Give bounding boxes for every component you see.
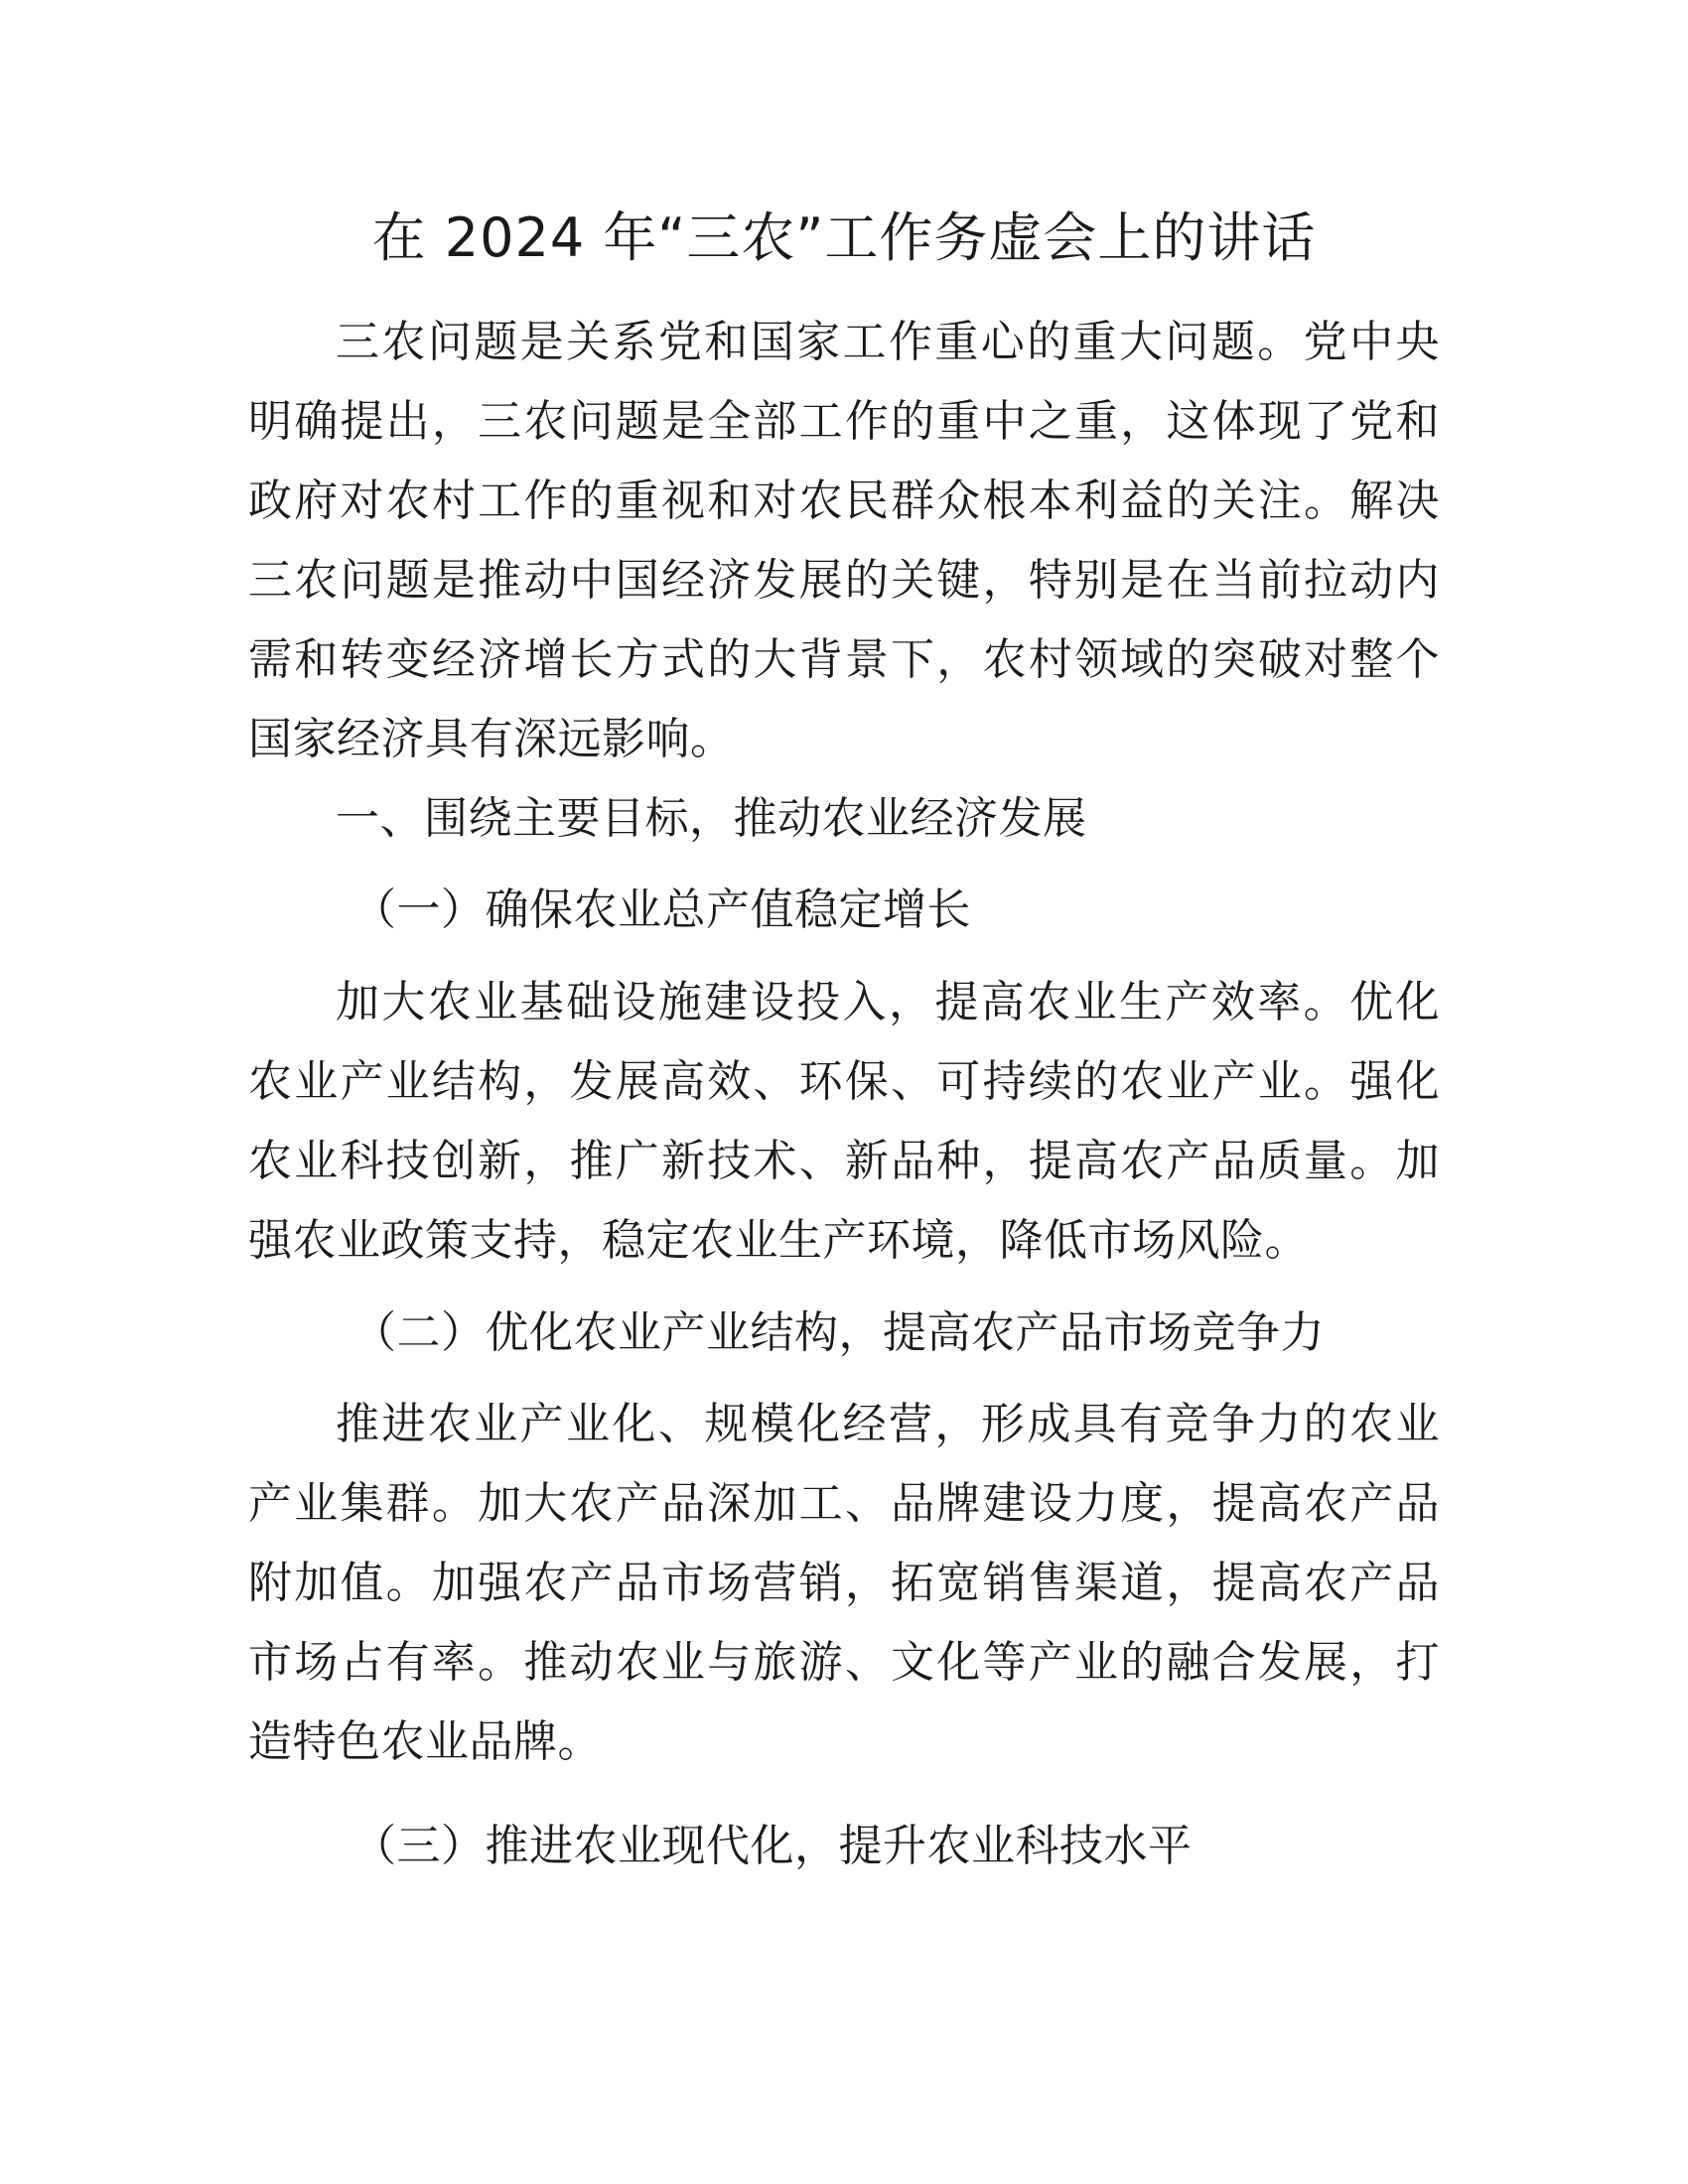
- subsection-3-heading-block: [248, 1807, 1440, 1886]
- section-heading: 一、围绕主要目标，推动农业经济发展: [336, 793, 1087, 844]
- intro-paragraph: 三农问题是关系党和国家工作重心的重大问题。党中央明确提出，三农问题是全部工作的重中之重，这体现了党和政府对农村工作的重视和对农民群众根本利益的关注。解决三农问题是推动中国经济发展的关键，特别是在当前拉动内需和转变经济增长方式的大背景下，农村领域的突破对整个国家经济具有深远影响。: [248, 317, 1440, 764]
- subsection-1-heading-block: [248, 871, 1440, 950]
- subsection-2-body-block: [248, 1385, 1440, 1782]
- document-title: 在 2024 年“三农”工作务虚会上的讲话: [371, 206, 1317, 269]
- subsection-heading: （三）推进农业现代化，提升农业科技水平: [352, 1821, 1193, 1871]
- subsection-heading: （二）优化农业产业结构，提高农产品市场竞争力: [352, 1307, 1325, 1358]
- section-1-heading-block: [248, 779, 1440, 859]
- intro-block: [248, 303, 1440, 779]
- subsection-1-body-block: [248, 963, 1440, 1281]
- subsection-paragraph: 加大农业基础设施建设投入，提高农业生产效率。优化农业产业结构，发展高效、环保、可持续的农业产业。强化农业科技创新，推广新技术、新品种，提高农产品质量。加强农业政策支持，稳定农业生产环境，降低市场风险。: [248, 977, 1440, 1266]
- subsection-2-heading-block: [248, 1294, 1440, 1373]
- subsection-paragraph: 推进农业产业化、规模化经营，形成具有竞争力的农业产业集群。加大农产品深加工、品牌建设力度，提高农产品附加值。加强农产品市场营销，拓宽销售渠道，提高农产品市场占有率。推动农业与旅游、文化等产业的融合发展，打造特色农业品牌。: [248, 1399, 1440, 1767]
- subsection-heading: （一）确保农业总产值稳定增长: [352, 885, 971, 935]
